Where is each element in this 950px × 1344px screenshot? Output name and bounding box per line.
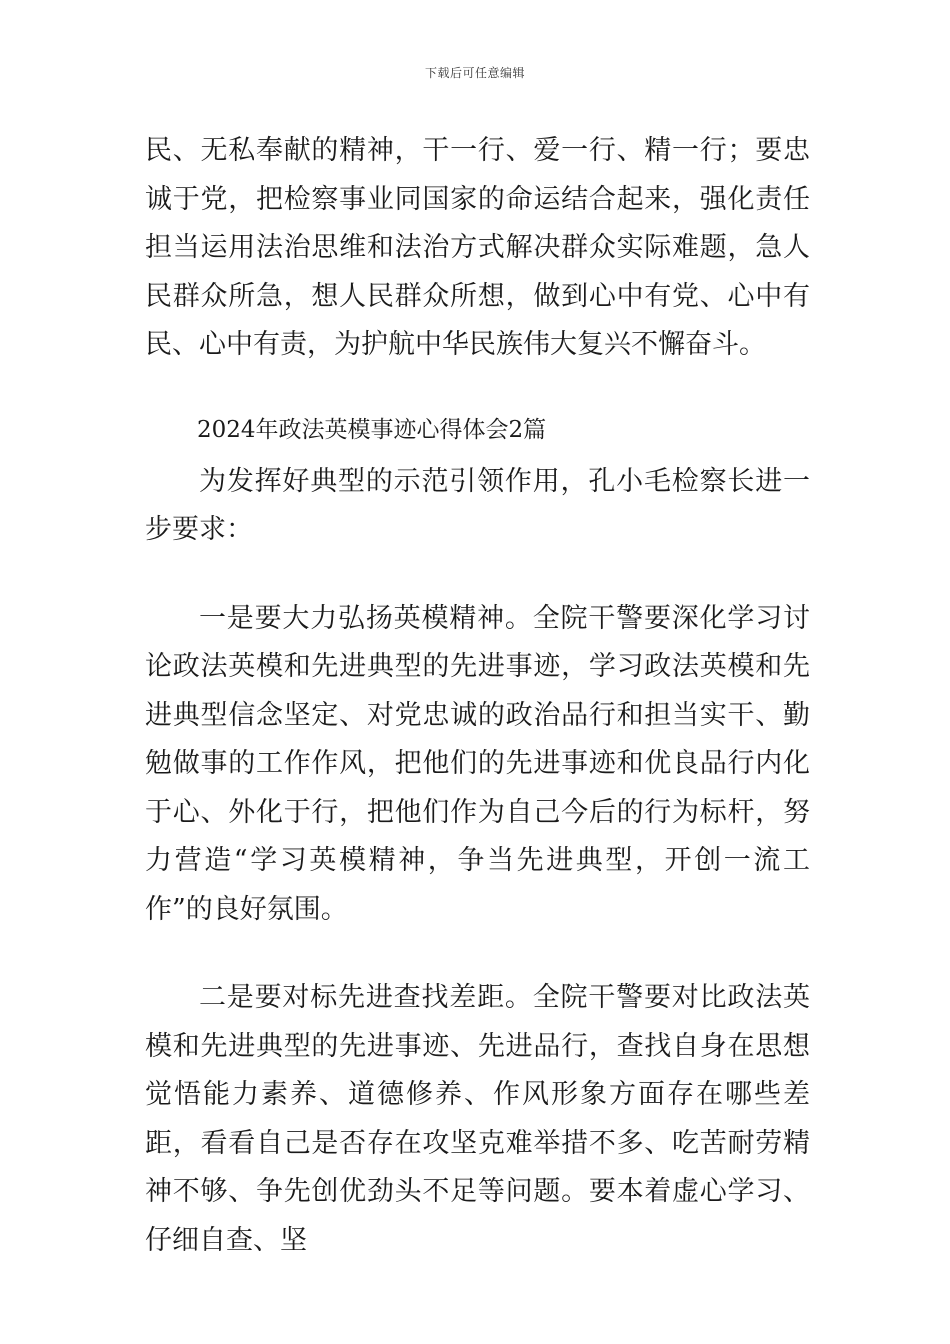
section-heading: 2024年政法英模事迹心得体会2篇 <box>197 416 547 443</box>
paragraph-point-one: 一是要大力弘扬英模精神。全院干警要深化学习讨论政法英模和先进典型的先进事迹，学习政法英模和先进典型信念坚定、对党忠诚的政治品行和担当实干、勤勉做事的工作作风，把他们的先进事迹和优良品行内化于心、外化于行，把他们作为自己今后的行为标杆，努力营造“学习英模精神，争当先进典型，开创一流工作”的良好氛围。 <box>145 602 810 925</box>
paragraph-intro: 为发挥好典型的示范引领作用，孔小毛检察长进一步要求： <box>145 465 810 545</box>
paragraph-point-two: 二是要对标先进查找差距。全院干警要对比政法英模和先进典型的先进事迹、先进品行，查找自身在思想觉悟能力素养、道德修养、作风形象方面存在哪些差距，看看自己是否存在攻坚克难举措不多、吃苦耐劳精神不够、争先创优劲头不足等问题。要本着虚心学习、仔细自查、坚 <box>145 982 810 1256</box>
paragraph-continued: 民、无私奉献的精神，干一行、爱一行、精一行；要忠诚于党，把检察事业同国家的命运结合起来，强化责任担当运用法治思维和法治方式解决群众实际难题，急人民群众所急，想人民群众所想，做到心中有党、心中有民、心中有责，为护航中华民族伟大复兴不懈奋斗。 <box>145 135 810 360</box>
header-note: 下载后可任意编辑 <box>424 66 525 80</box>
document-body <box>145 127 810 1265</box>
